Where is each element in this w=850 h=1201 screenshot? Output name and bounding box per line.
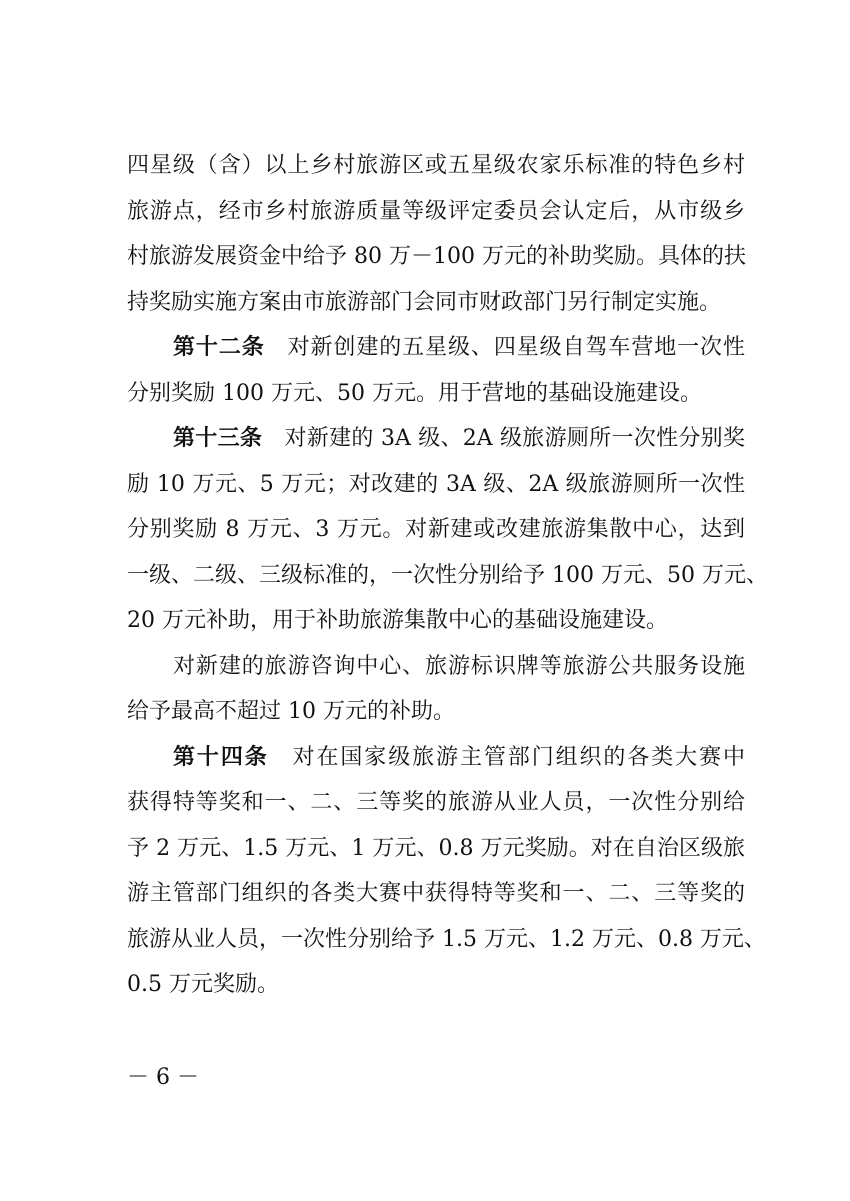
paragraph-consulting-center xyxy=(127,644,745,735)
article-text: 对新创建的五星级、四星级自驾车营地一次性 xyxy=(287,335,745,360)
text-line xyxy=(127,416,745,462)
text-line: 予 2 万元、1.5 万元、1 万元、0.8 万元奖励。对在自治区级旅 xyxy=(127,835,745,861)
text-line xyxy=(127,735,745,781)
paragraph-article-12 xyxy=(127,325,745,416)
text-line: 村旅游发展资金中给予 80 万－100 万元的补助奖励。具体的扶 xyxy=(127,244,746,269)
text-line: 游主管部门组织的各类大赛中获得特等奖和一、二、三等奖的 xyxy=(127,881,745,906)
text-line: 旅游点，经市乡村旅游质量等级评定委员会认定后，从市级乡 xyxy=(127,198,745,224)
article-heading: 第十二条 xyxy=(173,334,265,360)
article-text: 对新建的 3A 级、2A 级旅游厕所一次性分别奖 xyxy=(284,426,745,451)
text-line: 分别奖励 100 万元、50 万元。用于营地的基础设施建设。 xyxy=(127,380,702,406)
paragraph-article-13 xyxy=(127,416,768,644)
text-line: 给予最高不超过 10 万元的补助。 xyxy=(127,699,455,724)
article-heading: 第十三条 xyxy=(173,425,263,451)
text-line: 一级、二级、三级标准的，一次性分别给予 100 万元、50 万元、 xyxy=(127,562,768,588)
article-text: 对在国家级旅游主管部门组织的各类大赛中 xyxy=(292,744,745,770)
text-line: 0.5 万元奖励。 xyxy=(127,972,279,997)
text-line: 四星级（含）以上乡村旅游区或五星级农家乐标准的特色乡村 xyxy=(127,153,745,178)
paragraph-article-14 xyxy=(127,735,766,1008)
text-line: 分别奖励 8 万元、3 万元。对新建或改建旅游集散中心，达到 xyxy=(127,517,745,542)
text-line xyxy=(127,325,745,371)
paragraph-continuation xyxy=(127,143,745,325)
text-line: 对新建的旅游咨询中心、旅游标识牌等旅游公共服务设施 xyxy=(173,653,745,679)
article-heading: 第十四条 xyxy=(173,743,269,770)
text-line: 获得特等奖和一、二、三等奖的旅游从业人员，一次性分别给 xyxy=(127,790,745,815)
text-line: 20 万元补助，用于补助旅游集散中心的基础设施建设。 xyxy=(127,608,668,633)
text-line: 励 10 万元、5 万元；对改建的 3A 级、2A 级旅游厕所一次性 xyxy=(127,471,745,497)
page-number: － 6 － xyxy=(127,1065,199,1090)
text-line: 旅游从业人员，一次性分别给予 1.5 万元、1.2 万元、0.8 万元、 xyxy=(127,926,766,952)
document-body xyxy=(127,143,768,1008)
text-line: 持奖励实施方案由市旅游部门会同市财政部门另行制定实施。 xyxy=(127,289,722,315)
